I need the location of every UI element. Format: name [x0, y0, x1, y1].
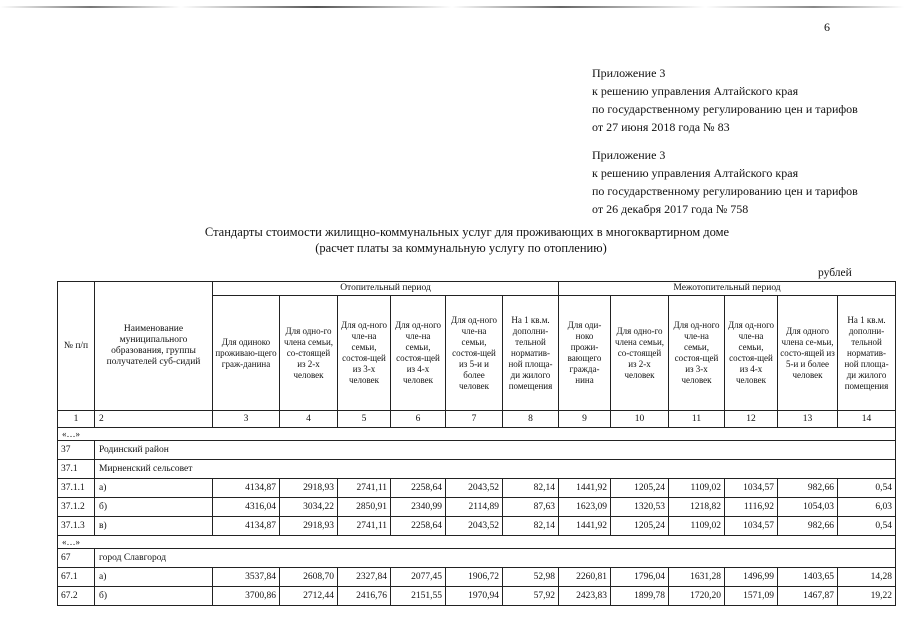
- value-cell: 1571,09: [725, 587, 778, 606]
- group2-rows: [58, 568, 896, 606]
- header-cell: Для од-ного чле-на семьи, состоя-щей из 5-и и более человек: [446, 296, 503, 411]
- value-cell: 1720,20: [669, 587, 725, 606]
- column-number: 6: [391, 411, 446, 428]
- value-cell: 1116,92: [725, 498, 778, 517]
- table-row: [58, 517, 896, 536]
- row-code: 67.2: [58, 587, 95, 606]
- appendix-line: от 27 июня 2018 года № 83: [592, 120, 730, 134]
- table-row: [58, 568, 896, 587]
- value-cell: 1218,82: [669, 498, 725, 517]
- column-number: 10: [611, 411, 669, 428]
- ellipsis-mark: «…»: [58, 428, 896, 441]
- header-cell: На 1 кв.м. дополни-тельной норматив-ной площа-ди жилого помещения: [503, 296, 559, 411]
- value-cell: 6,03: [838, 498, 896, 517]
- value-cell: 1034,57: [725, 479, 778, 498]
- section-name: город Славгород: [95, 549, 896, 568]
- section-name: Родинский район: [95, 441, 896, 460]
- column-number: 1: [58, 411, 95, 428]
- value-cell: 1796,04: [611, 568, 669, 587]
- value-cell: 3034,22: [280, 498, 338, 517]
- tariff-table: [57, 281, 896, 606]
- unit-label: рублей: [818, 267, 852, 279]
- value-cell: 2423,83: [559, 587, 611, 606]
- value-cell: 2043,52: [446, 517, 503, 536]
- value-cell: 4134,87: [213, 517, 280, 536]
- value-cell: 2260,81: [559, 568, 611, 587]
- value-cell: 2741,11: [338, 517, 391, 536]
- header-cell: Для одного члена се-мьи, состо-ящей из 5-и и более человек: [778, 296, 838, 411]
- value-cell: 2043,52: [446, 479, 503, 498]
- value-cell: 2712,44: [280, 587, 338, 606]
- column-number: 14: [838, 411, 896, 428]
- value-cell: 2918,93: [280, 517, 338, 536]
- column-number-row: [58, 411, 896, 428]
- value-cell: 1403,65: [778, 568, 838, 587]
- document-title: [0, 224, 904, 256]
- value-cell: 1467,87: [778, 587, 838, 606]
- value-cell: 2608,70: [280, 568, 338, 587]
- value-cell: 82,14: [503, 479, 559, 498]
- row-code: 67.1: [58, 568, 95, 587]
- value-cell: 1109,02: [669, 517, 725, 536]
- value-cell: 2258,64: [391, 479, 446, 498]
- value-cell: 1441,92: [559, 479, 611, 498]
- appendix-line: Приложение 3: [592, 148, 666, 162]
- appendix-line: по государственному регулированию цен и тарифов: [592, 184, 858, 198]
- value-cell: 2114,89: [446, 498, 503, 517]
- value-cell: 1320,53: [611, 498, 669, 517]
- row-label: б): [95, 587, 213, 606]
- row-label: а): [95, 479, 213, 498]
- row-label: а): [95, 568, 213, 587]
- title-line: Стандарты стоимости жилищно-коммунальных услуг для проживающих в многоквартирном доме: [204, 225, 730, 239]
- row-code: 37.1.1: [58, 479, 95, 498]
- section-code: 67: [58, 549, 95, 568]
- value-cell: 982,66: [778, 479, 838, 498]
- value-cell: 1034,57: [725, 517, 778, 536]
- column-number: 13: [778, 411, 838, 428]
- column-number: 7: [446, 411, 503, 428]
- appendix-current-block: [592, 64, 858, 136]
- row-label: в): [95, 517, 213, 536]
- column-number: 11: [669, 411, 725, 428]
- value-cell: 1205,24: [611, 479, 669, 498]
- value-cell: 2151,55: [391, 587, 446, 606]
- value-cell: 1970,94: [446, 587, 503, 606]
- value-cell: 1623,09: [559, 498, 611, 517]
- value-cell: 87,63: [503, 498, 559, 517]
- value-cell: 19,22: [838, 587, 896, 606]
- value-cell: 3700,86: [213, 587, 280, 606]
- table-row: [58, 498, 896, 517]
- header-heating-period: Отопительный период: [213, 282, 559, 296]
- ellipsis-row: [58, 536, 896, 549]
- value-cell: 2741,11: [338, 479, 391, 498]
- value-cell: 1631,28: [669, 568, 725, 587]
- table-row: [58, 587, 896, 606]
- value-cell: 82,14: [503, 517, 559, 536]
- value-cell: 2918,93: [280, 479, 338, 498]
- appendix-line: по государственному регулированию цен и тарифов: [592, 102, 858, 116]
- value-cell: 2258,64: [391, 517, 446, 536]
- value-cell: 1054,03: [778, 498, 838, 517]
- value-cell: 52,98: [503, 568, 559, 587]
- row-label: б): [95, 498, 213, 517]
- value-cell: 0,54: [838, 479, 896, 498]
- scan-top-edge: [0, 6, 904, 8]
- column-number: 2: [95, 411, 213, 428]
- section-code: 37: [58, 441, 95, 460]
- value-cell: 1496,99: [725, 568, 778, 587]
- ellipsis-row: [58, 428, 896, 441]
- row-code: 37.1.2: [58, 498, 95, 517]
- section-row: [58, 549, 896, 568]
- page-number: 6: [824, 20, 830, 34]
- row-code: 37.1.3: [58, 517, 95, 536]
- section-row: [58, 441, 896, 460]
- column-number: 8: [503, 411, 559, 428]
- value-cell: 2340,99: [391, 498, 446, 517]
- section-name: Мирненский сельсовет: [95, 460, 896, 479]
- appendix-line: от 26 декабря 2017 года № 758: [592, 202, 749, 216]
- value-cell: 2416,76: [338, 587, 391, 606]
- column-number: 5: [338, 411, 391, 428]
- header-cell: Для одно-го члена семьи, со-стоящей из 2-х человек: [611, 296, 669, 411]
- appendix-line: к решению управления Алтайского края: [592, 166, 799, 180]
- header-cell: Для од-ного чле-на семьи, состоя-щей из 3-х человек: [338, 296, 391, 411]
- header-cell: Для оди-ноко прожи-вающего гражда-нина: [559, 296, 611, 411]
- header-cell: Для одно-го члена семьи, со-стоящей из 2-х человек: [280, 296, 338, 411]
- group1-rows: [58, 479, 896, 536]
- column-number: 9: [559, 411, 611, 428]
- header-row-periods: [58, 282, 896, 296]
- section-code: 37.1: [58, 460, 95, 479]
- value-cell: 2327,84: [338, 568, 391, 587]
- section-row: [58, 460, 896, 479]
- value-cell: 14,28: [838, 568, 896, 587]
- value-cell: 1109,02: [669, 479, 725, 498]
- value-cell: 57,92: [503, 587, 559, 606]
- header-cell: Для од-ного чле-на семьи, состоя-щей из 4-х человек: [725, 296, 778, 411]
- header-cell: Для од-ного чле-на семьи, состоя-щей из 4-х человек: [391, 296, 446, 411]
- appendix-line: Приложение 3: [592, 66, 666, 80]
- table-row: [58, 479, 896, 498]
- value-cell: 3537,84: [213, 568, 280, 587]
- header-nonheating-period: Межотопительный период: [559, 282, 896, 296]
- header-name: Наименование муниципального образования, группы получателей суб-сидий: [95, 282, 213, 411]
- value-cell: 982,66: [778, 517, 838, 536]
- column-number: 3: [213, 411, 280, 428]
- header-cell: На 1 кв.м. дополни-тельной норматив-ной площа-ди жилого помещения: [838, 296, 896, 411]
- value-cell: 1899,78: [611, 587, 669, 606]
- column-number: 4: [280, 411, 338, 428]
- value-cell: 2850,91: [338, 498, 391, 517]
- appendix-line: к решению управления Алтайского края: [592, 84, 799, 98]
- value-cell: 0,54: [838, 517, 896, 536]
- value-cell: 2077,45: [391, 568, 446, 587]
- header-cell: Для одиноко проживаю-щего граж-данина: [213, 296, 280, 411]
- value-cell: 1205,24: [611, 517, 669, 536]
- header-num: № п/п: [58, 282, 95, 411]
- column-number: 12: [725, 411, 778, 428]
- appendix-previous-block: [592, 146, 858, 218]
- value-cell: 1906,72: [446, 568, 503, 587]
- value-cell: 4316,04: [213, 498, 280, 517]
- title-subline: (расчет платы за коммунальную услугу по отоплению): [315, 241, 607, 255]
- value-cell: 1441,92: [559, 517, 611, 536]
- header-cell: Для од-ного чле-на семьи, состоя-щей из 3-х человек: [669, 296, 725, 411]
- value-cell: 4134,87: [213, 479, 280, 498]
- ellipsis-mark: «…»: [58, 536, 896, 549]
